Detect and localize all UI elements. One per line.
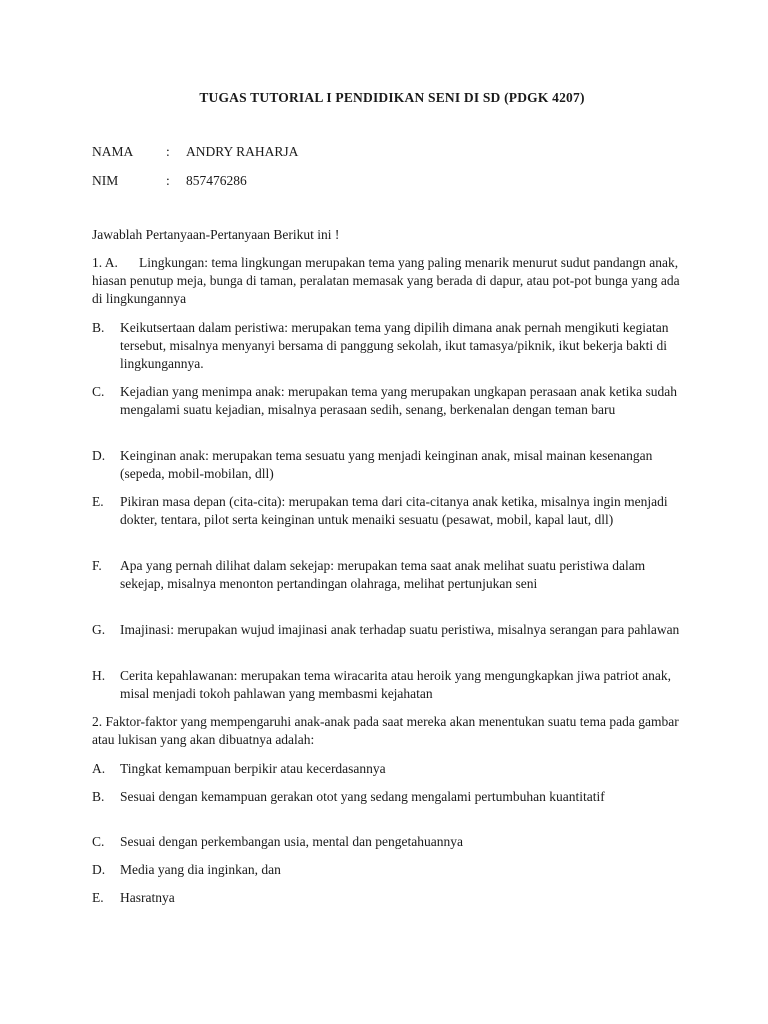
nim-separator: :	[166, 173, 170, 188]
item-letter: E.	[92, 890, 104, 905]
item-text: Keikutsertaan dalam peristiwa: merupakan tema yang dipilih dimana anak pernah mengikuti kegiatan tersebut, misalnya menyanyi bersama di panggung sekolah, ikut tamasya/piknik, ikut bekerja bakti di lingkungannya.	[120, 320, 669, 371]
item-text: Sesuai dengan kemampuan gerakan otot yang sedang mengalami pertumbuhan kuantitatif	[120, 789, 605, 804]
item-text: Pikiran masa depan (cita-cita): merupakan tema dari cita-citanya anak ketika, misalnya ingin menjadi dokter, tentara, pilot serta keinginan untuk menaiki sesuatu (pesawat, mobil, kapal laut, dll)	[120, 494, 668, 527]
question-1-number: 1. A.	[92, 255, 118, 270]
name-separator: :	[166, 144, 170, 159]
list-item	[92, 861, 682, 879]
item-text: Tingkat kemampuan berpikir atau kecerdasannya	[120, 761, 386, 776]
nim-value: 857476286	[186, 173, 247, 188]
item-letter: C.	[92, 834, 105, 849]
nim-label: NIM	[92, 173, 119, 188]
item-letter: B.	[92, 320, 105, 335]
item-text: Apa yang pernah dilihat dalam sekejap: merupakan tema saat anak melihat suatu peristiwa dalam sekejap, misalnya menonton pertandingan olahraga, melihat pertunjukan seni	[120, 558, 646, 591]
list-item	[92, 788, 682, 806]
item-letter: D.	[92, 448, 106, 463]
list-item	[92, 833, 682, 851]
item-text: Keinginan anak: merupakan tema sesuatu yang menjadi keinginan anak, misal mainan kesenangan (sepeda, mobil-mobilan, dll)	[120, 448, 653, 481]
item-text: Sesuai dengan perkembangan usia, mental dan pengetahuannya	[120, 834, 464, 849]
instruction-text: Jawablah Pertanyaan-Pertanyaan Berikut ini !	[92, 227, 340, 242]
document-title: TUGAS TUTORIAL I PENDIDIKAN SENI DI SD (PDGK 4207)	[199, 90, 585, 105]
item-letter: F.	[92, 558, 102, 573]
item-letter: E.	[92, 494, 104, 509]
name-label: NAMA	[92, 144, 134, 159]
list-item	[92, 889, 682, 907]
list-item	[92, 760, 682, 778]
list-item	[92, 557, 682, 593]
item-text: Cerita kepahlawanan: merupakan tema wiracarita atau heroik yang mengungkapkan jiwa patriot anak, misal menjadi tokoh pahlawan yang membasmi kejahatan	[120, 668, 672, 701]
item-letter: B.	[92, 789, 105, 804]
item-letter: D.	[92, 862, 106, 877]
item-text: Media yang dia inginkan, dan	[120, 862, 281, 877]
item-letter: A.	[92, 761, 106, 776]
name-value: ANDRY RAHARJA	[186, 144, 299, 159]
item-text: Kejadian yang menimpa anak: merupakan tema yang merupakan ungkapan perasaan anak ketika sudah mengalami suatu kejadian, misalnya perasaan sedih, senang, berkenalan dengan teman baru	[120, 384, 678, 417]
item-letter: C.	[92, 384, 105, 399]
list-item	[92, 383, 682, 419]
item-letter: H.	[92, 668, 106, 683]
list-item	[92, 319, 682, 373]
list-item	[92, 493, 682, 529]
question-2-text: 2. Faktor-faktor yang mempengaruhi anak-anak pada saat mereka akan menentukan suatu tema pada gambar atau lukisan yang akan dibuatnya adalah:	[92, 714, 679, 747]
item-text: Imajinasi: merupakan wujud imajinasi anak terhadap suatu peristiwa, misalnya serangan para pahlawan	[120, 622, 680, 637]
question-1-answer-a	[92, 254, 682, 308]
item-letter: G.	[92, 622, 106, 637]
list-item	[92, 667, 682, 703]
item-text: Hasratnya	[120, 890, 175, 905]
list-item	[92, 621, 682, 639]
question-1-a-text: Lingkungan: tema lingkungan merupakan tema yang paling menarik menurut sudut pandangn anak, hiasan penutup meja, bunga di taman, peralatan memasak yang berada di dapur, atau pot-pot bunga yang ada di lingkungannya	[92, 255, 680, 306]
list-item	[92, 447, 682, 483]
